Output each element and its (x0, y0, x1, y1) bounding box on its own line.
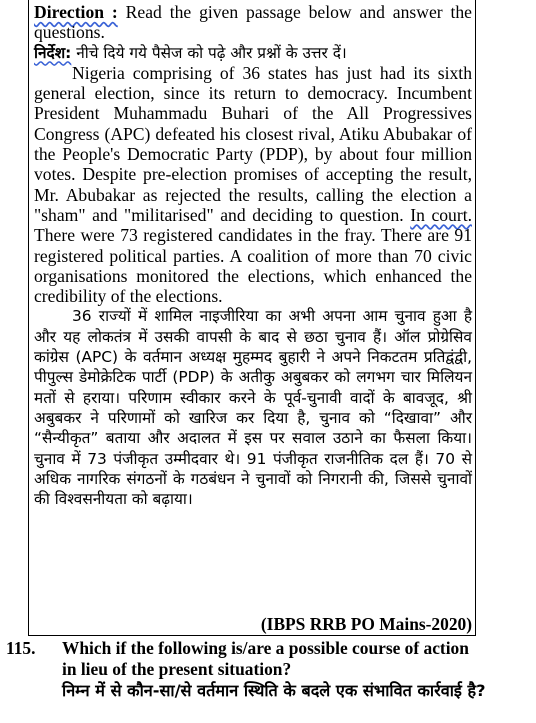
nirdesh-label: निर्देश: (34, 43, 72, 62)
passage-block (34, 2, 472, 509)
passage-english (34, 63, 472, 307)
exam-source: (IBPS RRB PO Mains-2020) (260, 614, 472, 634)
question-number: 115. (6, 638, 36, 658)
passage-english-part1: Nigeria comprising of 36 states has just had its sixth general election, since its return to democracy. Incumbent President Muhammadu Buhari of the All Progressives Congress (APC) defeated his closest rival, Atiku Abubakar of the People's Democratic Party (PDP), by about four million votes. Despite pre-election promises of accepting the result, Mr. Abubakar as rejected the results, calling the election a "sham" and "militarised" and deciding to question. (34, 62, 472, 225)
nirdesh-text: नीचे दिये गये पैसेज को पढ़े और प्रश्नों के उत्तर दें। (71, 43, 347, 62)
nirdesh-line (34, 43, 472, 63)
passage-hindi: 36 राज्यों में शामिल नाइजीरिया का अभी अपना आम चुनाव हुआ है और यह लोकतंत्र में उसकी वापसी के बाद से छठा चुनाव हैं। ऑल प्रोग्रेसिव कांग्रेस (APC) के वर्तमान अध्यक्ष मुहम्मद बुहारी ने अपने निकटतम प्रतिद्वंद्वी, पीपुल्स डेमोक्रेटिक पार्टी (PDP) के अतीकु अबुबकर को लगभग चार मिलियन मतों से हराया। परिणाम स्वीकार करने के पूर्व-चुनावी वादों के बावजूद, श्री अबुबकर ने परिणामों को खारिज कर दिया है, चुनाव को “दिखावा” और “सैन्यीकृत” बताया और अदालत में इस पर सवाल उठाने का फैसला किया। चुनाव में 73 पंजीकृत उम्मीदवार थे। 91 पंजीकृत राजनीतिक दल हैं। 70 से अधिक नागरिक संगठनों के गठबंधन ने चुनावों को निगरानी की, जिससे चुनावों की विश्वसनीयता को बढ़ाया। (34, 307, 472, 509)
question-text-hindi: निम्न में से कौन-सा/से वर्तमान स्थिति के बदले एक संभावित कार्रवाई है? (62, 681, 486, 700)
question-text-english: Which if the following is/are a possible course of action in lieu of the present situation? (62, 638, 469, 679)
direction-line (34, 2, 472, 43)
direction-label: Direction : (34, 2, 118, 22)
passage-english-part2: There were 73 registered candidates in the fray. There are 91 registered political parties. A coalition of more than 70 civic organisations monitored the elections, which enhanced the credibility of the elections. (34, 225, 472, 307)
in-court-phrase: In court. (410, 204, 472, 225)
direction-text: Read the given passage below and answer the questions. (34, 2, 472, 43)
